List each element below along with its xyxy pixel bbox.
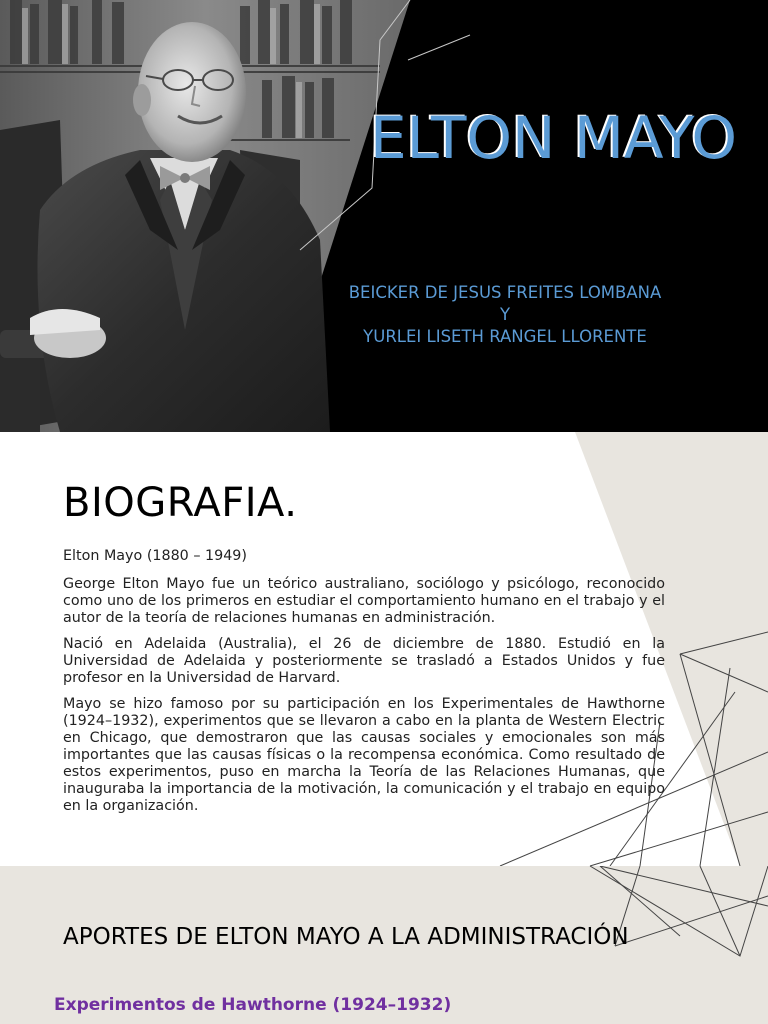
author-2: YURLEI LISETH RANGEL LLORENTE [363,327,647,346]
biography-text [63,548,665,824]
slide-title: ELTON MAYO [370,104,738,172]
authors [300,282,710,348]
biography-heading: BIOGRAFIA. [63,480,298,526]
author-1: BEICKER DE JESUS FREITES LOMBANA [348,283,662,302]
biography-paragraph: George Elton Mayo fue un teórico australiano, sociólogo y psicólogo, reconocido como uno de los primeros en estudiar el comportamiento humano en el trabajo y el autor de la teoría de relaciones humanas en administración. [63,576,665,626]
contributions-heading: APORTES DE ELTON MAYO A LA ADMINISTRACIÓN [63,924,629,950]
biography-dates: Elton Mayo (1880 – 1949) [63,548,247,564]
biography-paragraph: Mayo se hizo famoso por su participación en los Experimentales de Hawthorne (1924–1932), experimentos que se llevaron a cabo en la planta de Western Electric en Chicago, que demostraron que las causas sociales y emocionales son más importantes que las causas físicas o la recompensa económica. Como resultado de estos experimentos, puso en marcha la Teoría de las Relaciones Humanas, que inauguraba la importancia de la motivación, la comunicación y el trabajo en equipo en la organización. [63,696,665,814]
author-conjunction: Y [499,305,511,324]
hawthorne-subheading: Experimentos de Hawthorne (1924–1932) [54,995,452,1015]
title-slide [0,0,768,432]
biography-slide [0,432,768,866]
contributions-slide [0,866,768,1024]
portrait-photo [0,0,768,432]
biography-paragraph: Nació en Adelaida (Australia), el 26 de diciembre de 1880. Estudió en la Universidad de Adelaida y posteriormente se trasladó a Estados Unidos y fue profesor en la Universidad de Harvard. [63,636,665,686]
